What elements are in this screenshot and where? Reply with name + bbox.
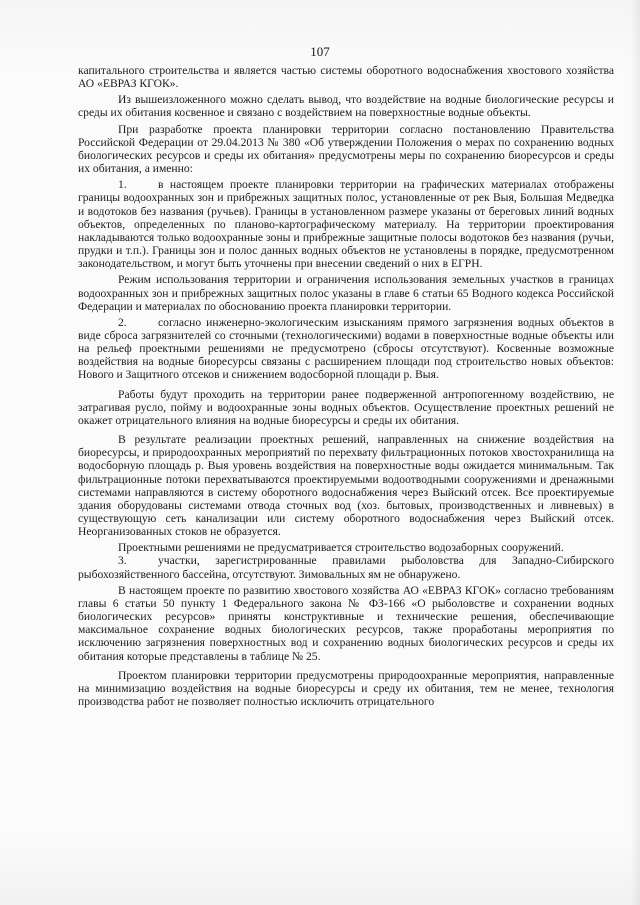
- paragraph: В результате реализации проектных решений, направленных на снижение воздействия на биоресурсы, и природоохранных мероприятий по перехвату фильтрационных потоков хвостохранилища на водосборную площадь р. Выя уровень воздействия на поверхностные воды ожидается минимальным. Так фильтрационные потоки перехватываются проектируемыми водоотводными сооружениями и дренажными системами направляются в систему оборотного водоснабжения через Выйский отсек. Все проектируемые здания оборудованы системами отвода сточных вод (хоз. бытовых, производственных и ливневых) в существующую сеть канализации или систему оборотного водоснабжения через Выйский отсек. Неорганизованных стоков не образуется.: [78, 433, 614, 539]
- list-number: 3.: [118, 554, 127, 568]
- list-item-text: согласно инженерно-экологическим изысканиям прямого загрязнения водных объектов в виде сброса загрязнителей со сточными (технологическими) водами в поверхностные водные объекты или на рельеф проектными решениями не предусмотрено (сбросы отсутствуют). Косвенные возможные воздействия на водные биоресурсы связаны с расширением площади под строительство новых объектов: Нового и Защитного отсеков и снижением водосборной площади р. Выя.: [78, 315, 614, 382]
- paragraph: Режим использования территории и ограничения использования земельных участков в границах водоохранных зон и прибрежных защитных полос указаны в главе 6 статьи 65 Водного кодекса Российской Федерации и материалах по обоснованию проекта планировки территории.: [78, 273, 614, 313]
- paragraph: При разработке проекта планировки территории согласно постановлению Правительства Российской Федерации от 29.04.2013 № 380 «Об утверждении Положения о мерах по сохранению водных биологических ресурсов и среды их обитания» предусмотрены меры по сохранению биоресурсов и среды их обитания, а именно:: [78, 122, 614, 176]
- paragraph: Проектом планировки территории предусмотрены природоохранные мероприятия, направленные на минимизацию воздействия на водные биоресурсы и среду их обитания, тем не менее, технология производства работ не позволяет полностью исключить отрицательного: [78, 668, 614, 709]
- list-item-text: участки, зарегистрированные правилами рыболовства для Западно-Сибирского рыбохозяйственного бассейна, отсутствуют. Зимовальных ям не обнаружено.: [78, 554, 614, 581]
- list-item: [78, 178, 614, 270]
- list-item: [78, 554, 614, 580]
- list-number: 2.: [118, 315, 127, 329]
- paragraph: капитального строительства и является частью системы оборотного водоснабжения хвостового хозяйства АО «ЕВРАЗ КГОК».: [78, 64, 614, 91]
- list-number: 1.: [118, 178, 127, 192]
- document-body: [78, 64, 614, 708]
- paragraph: В настоящем проекте по развитию хвостового хозяйства АО «ЕВРАЗ КГОК» согласно требованиям главы 6 статьи 50 пункту 1 Федерального закона № ФЗ-166 «О рыболовстве и сохранении водных биологических ресурсов» приняты конструктивные и технические решения, обеспечивающие максимальное сохранение водных биологических ресурсов, также проработаны мероприятия по исключению загрязнения поверхностных вод и сохранению водных биологических ресурсов и среды их обитания которые представлены в таблице № 25.: [78, 583, 614, 663]
- paragraph: Из вышеизложенного можно сделать вывод, что воздействие на водные биологические ресурсы и среды их обитания косвенное и связано с воздействием на поверхностные водные объекты.: [78, 93, 614, 120]
- paragraph: Проектными решениями не предусматривается строительство водозаборных сооружений.: [118, 541, 564, 555]
- list-item-text: в настоящем проекте планировки территории на графических материалах отображены границы водоохранных зон и прибрежных защитных полос, установленные от рек Выя, Большая Медведка и водотоков без названия (ручьев). Границы в установленном размере указаны от береговых линий водных объектов, определенных по планово-картографическому материалу. На территории проектирования накладываются только водоохранные зоны и прибрежные защитные полосы водотоков без названия (ручьи, прудки и т.п.). Границы зон и полос данных водных объектов не установлены в порядке, предусмотренном законодательством, и могут быть уточнены при внесении сведений о них в ЕГРН.: [78, 178, 614, 271]
- page-number: 107: [310, 44, 330, 59]
- list-item: [78, 316, 614, 382]
- paragraph: Работы будут проходить на территории ранее подверженной антропогенному воздействию, не затрагивая русло, пойму и водоохранные зоны водных объектов. Осуществление проектных решений не окажет отрицательного влияния на водные биоресурсы и среды их обитания.: [78, 387, 614, 427]
